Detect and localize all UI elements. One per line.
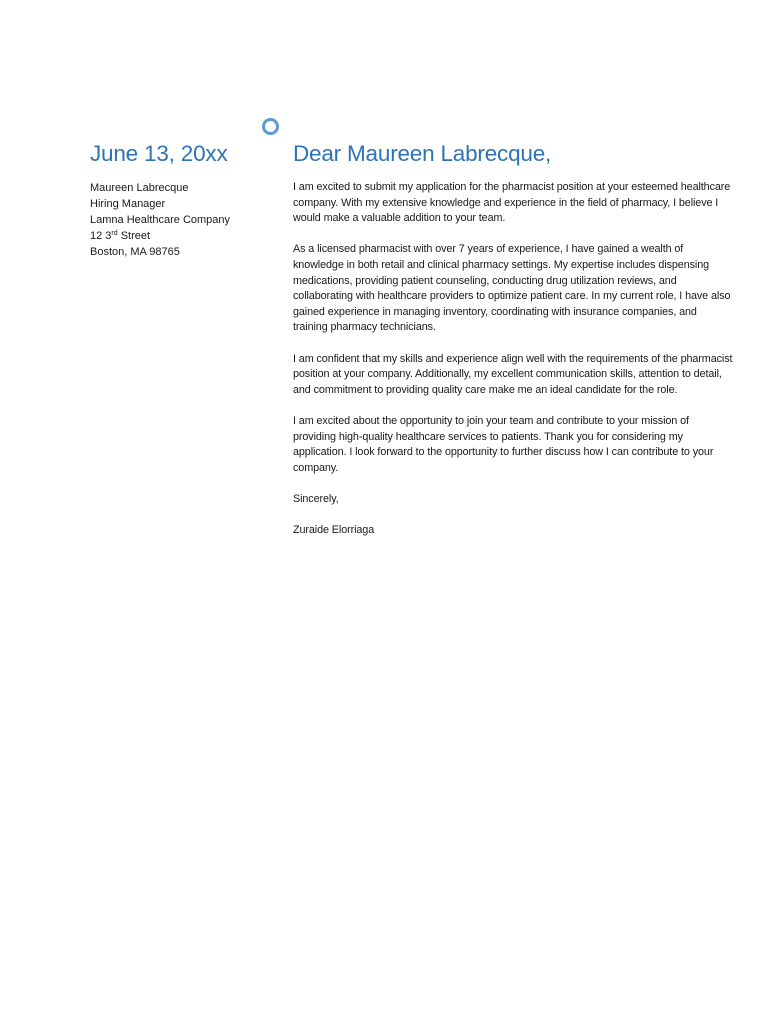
letter-body	[293, 180, 733, 554]
letter-date: June 13, 20xx	[90, 141, 228, 166]
recipient-name: Maureen Labrecque	[90, 182, 189, 194]
recipient-address-block	[90, 180, 270, 260]
street-name: Street	[117, 230, 151, 242]
signature-name: Zuraide Elorriaga	[293, 524, 375, 537]
closing: Sincerely,	[293, 492, 339, 505]
recipient-street	[90, 228, 270, 244]
recipient-company: Lamna Healthcare Company	[90, 214, 231, 226]
recipient-city-state-zip: Boston, MA 98765	[90, 246, 180, 258]
body-paragraph: I am excited about the opportunity to join your team and contribute to your mission of providing high-quality healthcare services to patients. Thank you for considering my application. I look forward to the opportunity to further discuss how I can contribute to your company.	[293, 414, 714, 474]
street-number: 12 3	[90, 230, 112, 242]
body-paragraph: As a licensed pharmacist with over 7 years of experience, I have gained a wealth of knowledge in both retail and clinical pharmacy settings. My expertise includes dispensing medications, providing patient counseling, conducting drug utilization reviews, and collaborating with healthcare providers to optimize patient care. In my current role, I have also gained experience in managing inventory, coordinating with insurance companies, and training pharmacy technicians.	[293, 243, 731, 334]
street-ordinal-suffix: rd	[111, 230, 118, 237]
salutation: Dear Maureen Labrecque,	[293, 141, 552, 166]
recipient-title: Hiring Manager	[90, 198, 166, 210]
circle-ring-icon	[262, 118, 279, 135]
body-paragraph: I am confident that my skills and experience align well with the requirements of the pharmacist position at your company. Additionally, my excellent communication skills, attention to detail, and commitment to providing quality care make me an ideal candidate for the role.	[293, 352, 733, 396]
body-paragraph: I am excited to submit my application for the pharmacist position at your esteemed healthcare company. With my extensive knowledge and experience in the field of pharmacy, I believe I would make a valuable addition to your team.	[293, 181, 731, 225]
